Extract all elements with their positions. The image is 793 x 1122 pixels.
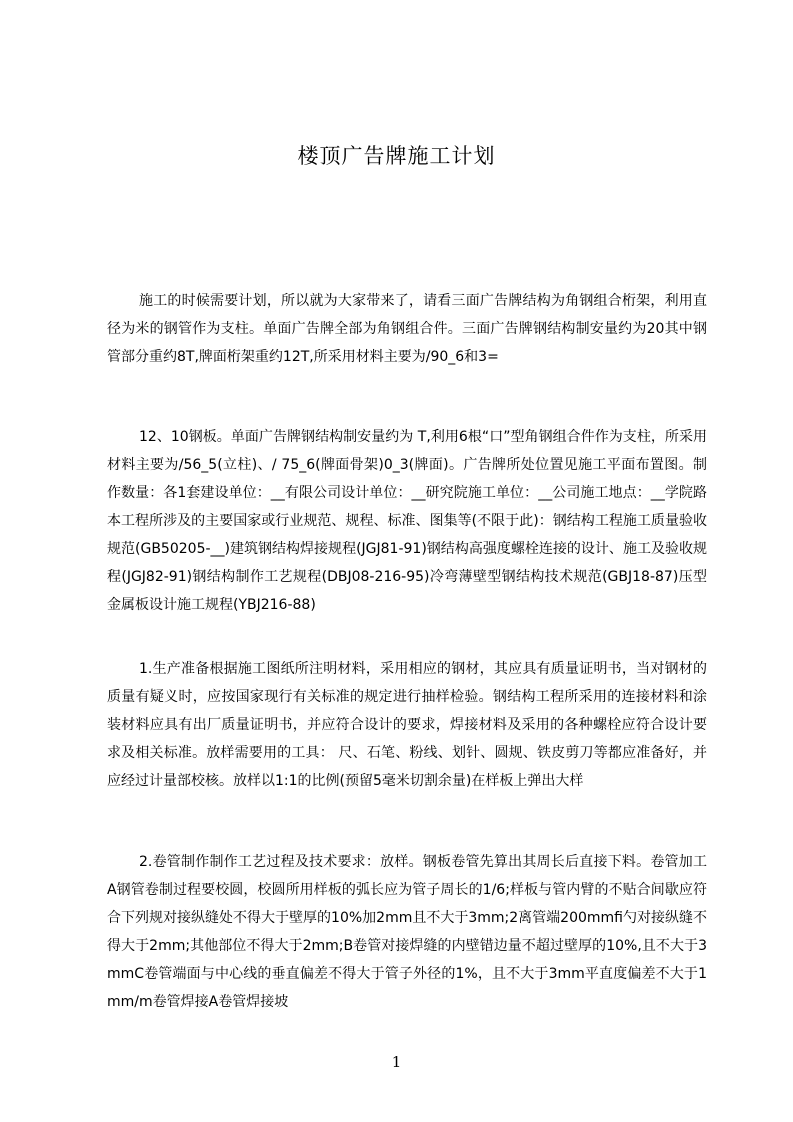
- document-title: 楼顶广告牌施工计划: [297, 144, 496, 168]
- paragraph-project-info: 12、10钢板。单面广告牌钢结构制安量约为 T,利用6根“口”型角钢组合件作为支柱，所采用材料主要为/56_5(立柱)、/ 75_6(牌面骨架)0_3(牌面)。广告牌所处位置见施工平面布置图。制作数量：各1套建设单位：__有限公司设计单位：__研究院施工单位：__公司施工地点：__学院路本工程所涉及的主要国家或行业规范、规程、标准、图集等(不限于此)：钢结构工程施工质量验收规范(GB50205-__)建筑钢结构焊接规程(JGJ81-91)钢结构高强度螺栓连接的设计、施工及验收规程(JGJ82-91)钢结构制作工艺规程(DBJ08-216-95)冷弯薄壁型钢结构技术规范(GBJ18-87)压型金属板设计施工规程(YBJ216-88): [107, 429, 707, 613]
- paragraph-production-preparation: 1.生产准备根据施工图纸所注明材料，采用相应的钢材，其应具有质量证明书，当对钢材的质量有疑义时，应按国家现行有关标准的规定进行抽样检验。钢结构工程所采用的连接材料和涂装材料应具有出厂质量证明书，并应符合设计的要求，焊接材料及采用的各种螺栓应符合设计要求及相关标准。放样需要用的工具： 尺、石笔、粉线、划针、圆规、铁皮剪刀等都应准备好，并应经过计量部校核。放样以1:1的比例(预留5毫米切割余量)在样板上弹出大样: [107, 661, 707, 789]
- paragraph-pipe-rolling: 2.卷管制作制作工艺过程及技术要求：放样。钢板卷管先算出其周长后直接下料。卷管加工A钢管卷制过程要校圆，校圆所用样板的弧长应为管子周长的1/6;样板与管内臂的不贴合间歇应符合下列规对接纵缝处不得大于壁厚的10%加2mm且不大于3mm;2离管端200mmfi勺对接纵缝不得大于2mm;其他部位不得大于2mm;B卷管对接焊缝的内壁错边量不超过壁厚的10%,且不大于3mmC卷管端面与中心线的垂直偏差不得大于管子外径的1%，且不大于3mm平直度偏差不大于1mm/m卷管焊接A卷管焊接坡: [107, 854, 707, 1010]
- paragraph-intro: 施工的时候需要计划，所以就为大家带来了，请看三面广告牌结构为角钢组合桁架，利用直径为米的钢管作为支柱。单面广告牌全部为角钢组合件。三面广告牌钢结构制安量约为20其中钢管部分重约8T,牌面桁架重约12T,所采用材料主要为/90_6和3=: [107, 293, 707, 365]
- page-number: 1: [391, 1053, 402, 1071]
